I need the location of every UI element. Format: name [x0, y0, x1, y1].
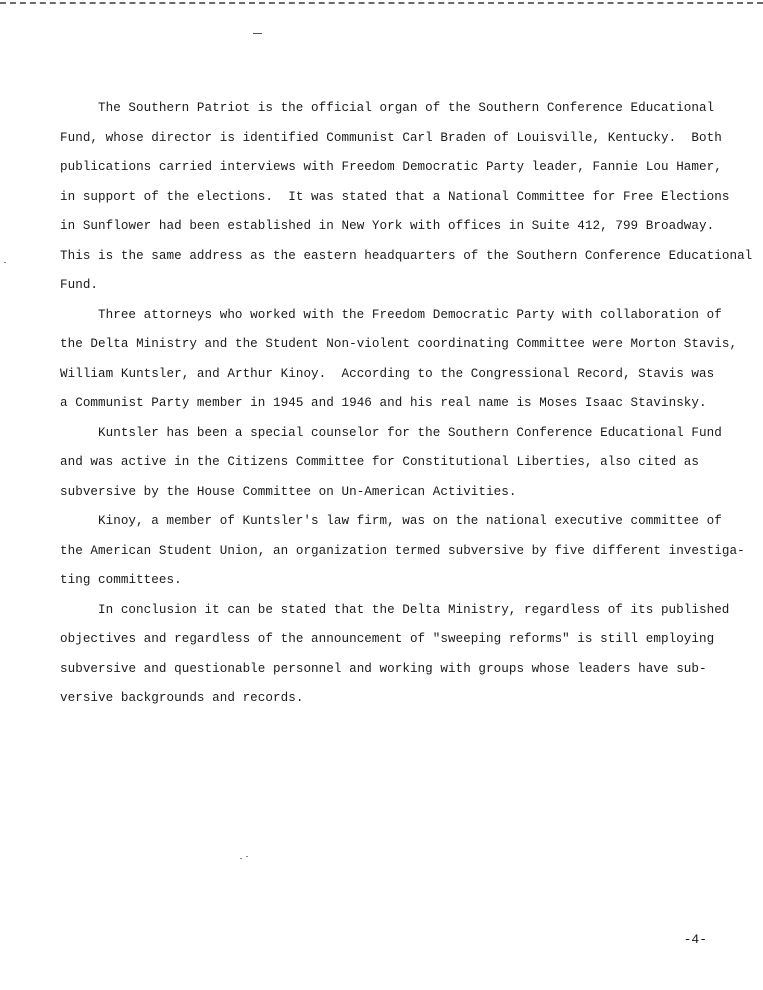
text-line: subversive and questionable personnel and working with groups whose leaders have sub-	[60, 661, 707, 676]
text-line: This is the same address as the eastern headquarters of the Southern Conference Educational	[60, 248, 753, 263]
text-line: ting committees.	[60, 573, 182, 587]
text-line: subversive by the House Committee on Un-American Activities.	[60, 484, 517, 499]
page-top-edge	[0, 2, 763, 4]
text-line: In conclusion it can be stated that the Delta Ministry, regardless of its published	[98, 602, 730, 617]
text-line: Kuntsler has been a special counselor for the Southern Conference Educational Fund	[98, 425, 722, 440]
text-line: and was active in the Citizens Committee for Constitutional Liberties, also cited as	[60, 455, 700, 469]
stray-mark	[253, 33, 262, 34]
text-line: The Southern Patriot is the official organ of the Southern Conference Educational	[98, 101, 715, 115]
text-line: in Sunflower had been established in New York with offices in Suite 412, 799 Broadway.	[60, 219, 715, 233]
scan-speck	[4, 262, 6, 263]
text-line: the Delta Ministry and the Student Non-violent coordinating Committee were Morton Stavis,	[60, 337, 738, 351]
text-line: publications carried interviews with Freedom Democratic Party leader, Fannie Lou Hamer,	[60, 160, 722, 174]
text-line: William Kuntsler, and Arthur Kinoy. According to the Congressional Record, Stavis was	[60, 366, 715, 381]
text-line: the American Student Union, an organization termed subversive by five different investiga-	[60, 543, 745, 558]
paragraph-kuntsler	[60, 419, 755, 508]
scan-speck	[246, 856, 248, 857]
text-line: Three attorneys who worked with the Freedom Democratic Party with collaboration of	[98, 307, 722, 322]
text-line: a Communist Party member in 1945 and 1946 and his real name is Moses Isaac Stavinsky.	[60, 396, 707, 410]
page-number: -4-	[683, 932, 707, 947]
scan-speck	[240, 858, 242, 859]
document-body	[60, 94, 755, 714]
text-line: versive backgrounds and records.	[60, 691, 304, 705]
text-line: Fund.	[60, 278, 99, 292]
text-line: in support of the elections. It was stated that a National Committee for Free Elections	[60, 189, 730, 204]
paragraph-southern-patriot	[60, 94, 755, 301]
paragraph-conclusion	[60, 596, 755, 714]
paragraph-kinoy	[60, 507, 755, 596]
text-line: Fund, whose director is identified Communist Carl Braden of Louisville, Kentucky. Both	[60, 130, 722, 145]
text-line: objectives and regardless of the announcement of "sweeping reforms" is still employing	[60, 632, 715, 646]
paragraph-attorneys	[60, 301, 755, 419]
text-line: Kinoy, a member of Kuntsler's law firm, was on the national executive committee of	[98, 514, 722, 528]
